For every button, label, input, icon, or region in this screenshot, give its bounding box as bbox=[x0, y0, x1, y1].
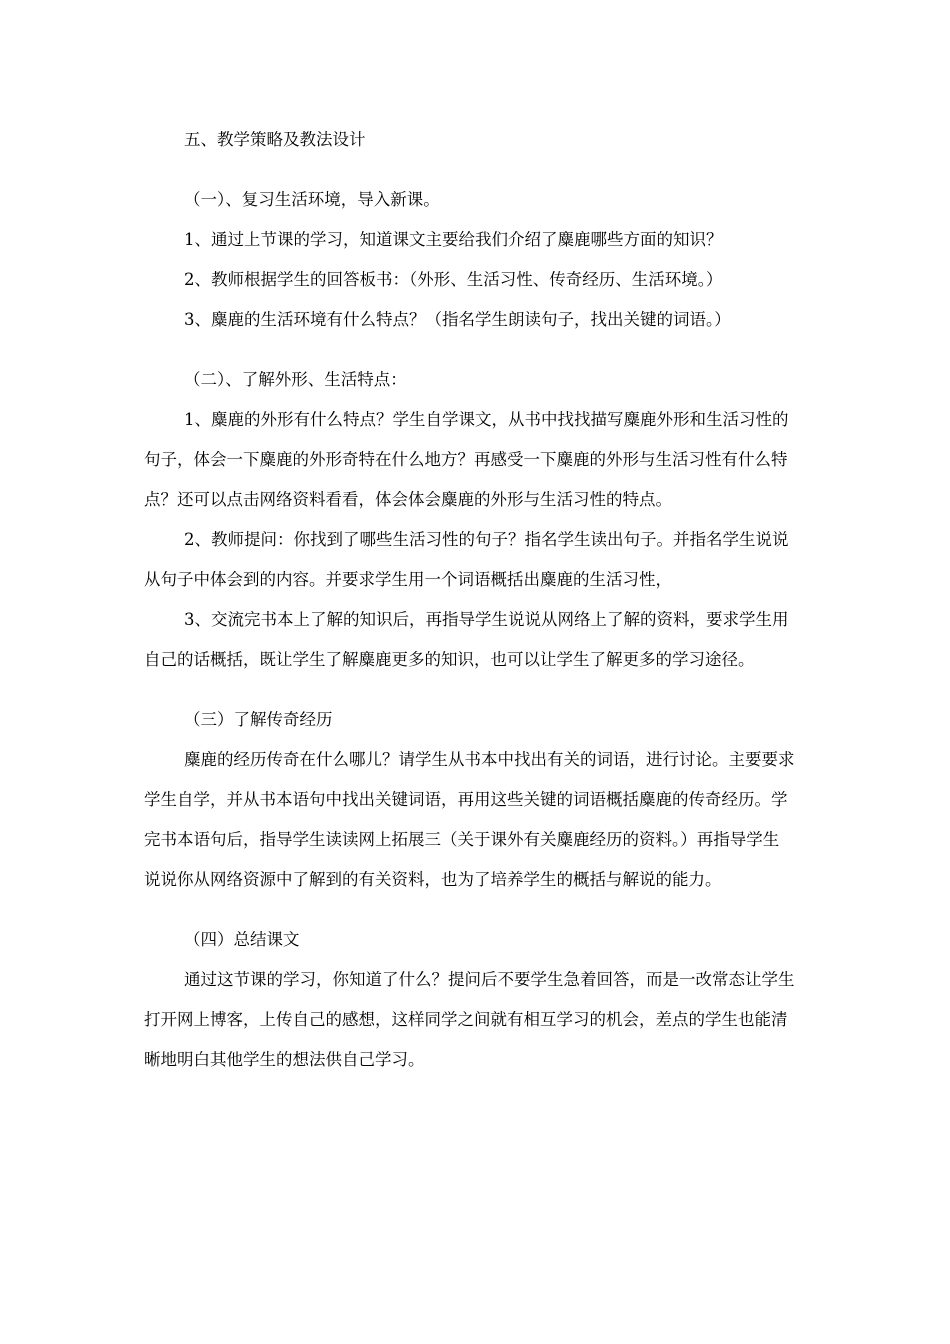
paragraph-line: 完书本语句后，指导学生读读网上拓展三（关于课外有关麋鹿经历的资料。）再指导学生 bbox=[144, 830, 780, 849]
paragraph bbox=[144, 300, 808, 340]
paragraph bbox=[144, 960, 808, 1080]
paragraph bbox=[144, 740, 808, 900]
paragraph-line: 点？还可以点击网络资料看看，体会体会麋鹿的外形与生活习性的特点。 bbox=[144, 490, 672, 509]
paragraph-line: 麋鹿的经历传奇在什么哪儿？请学生从书本中找出有关的词语，进行讨论。主要要求 bbox=[184, 750, 795, 769]
paragraph bbox=[144, 400, 808, 520]
paragraph bbox=[144, 260, 808, 300]
paragraph-line: 从句子中体会到的内容。并要求学生用一个词语概括出麋鹿的生活习性， bbox=[144, 570, 672, 589]
paragraph-line: 自己的话概括，既让学生了解麋鹿更多的知识，也可以让学生了解更多的学习途径。 bbox=[144, 650, 755, 669]
paragraph-line: 2、教师提问：你找到了哪些生活习性的句子？指名学生读出句子。并指名学生说说 bbox=[184, 530, 789, 549]
paragraph-line: 通过这节课的学习，你知道了什么？提问后不要学生急着回答，而是一改常态让学生 bbox=[184, 970, 795, 989]
paragraph bbox=[144, 600, 808, 680]
paragraph-line: 1、麋鹿的外形有什么特点？学生自学课文，从书中找找描写麋鹿外形和生活习性的 bbox=[184, 410, 789, 429]
paragraph-line: 3、麋鹿的生活环境有什么特点？（指名学生朗读句子，找出关键的词语。） bbox=[184, 310, 731, 329]
paragraph bbox=[144, 520, 808, 600]
paragraph-line: 晰地明白其他学生的想法供自己学习。 bbox=[144, 1050, 425, 1069]
section-heading: 五、教学策略及教法设计 bbox=[184, 130, 366, 149]
section-title: （二）、了解外形、生活特点： bbox=[184, 370, 407, 389]
paragraph-line: 3、交流完书本上了解的知识后，再指导学生说说从网络上了解的资料，要求学生用 bbox=[184, 610, 789, 629]
document-body bbox=[144, 120, 808, 1080]
section-title: （四）总结课文 bbox=[184, 930, 300, 949]
paragraph-line: 1、通过上节课的学习，知道课文主要给我们介绍了麋鹿哪些方面的知识？ bbox=[184, 230, 723, 249]
section-title: （三）了解传奇经历 bbox=[184, 710, 333, 729]
paragraph-line: 学生自学，并从书本语句中找出关键词语，再用这些关键的词语概括麋鹿的传奇经历。学 bbox=[144, 790, 788, 809]
paragraph-line: 打开网上博客，上传自己的感想，这样同学之间就有相互学习的机会，差点的学生也能清 bbox=[144, 1010, 788, 1029]
paragraph-line: 2、教师根据学生的回答板书：（外形、生活习性、传奇经历、生活环境。） bbox=[184, 270, 723, 289]
paragraph-line: 说说你从网络资源中了解到的有关资料，也为了培养学生的概括与解说的能力。 bbox=[144, 870, 722, 889]
paragraph-line: 句子，体会一下麋鹿的外形奇特在什么地方？再感受一下麋鹿的外形与生活习性有什么特 bbox=[144, 450, 788, 469]
paragraph bbox=[144, 220, 808, 260]
section-title: （一）、复习生活环境，导入新课。 bbox=[184, 190, 440, 209]
